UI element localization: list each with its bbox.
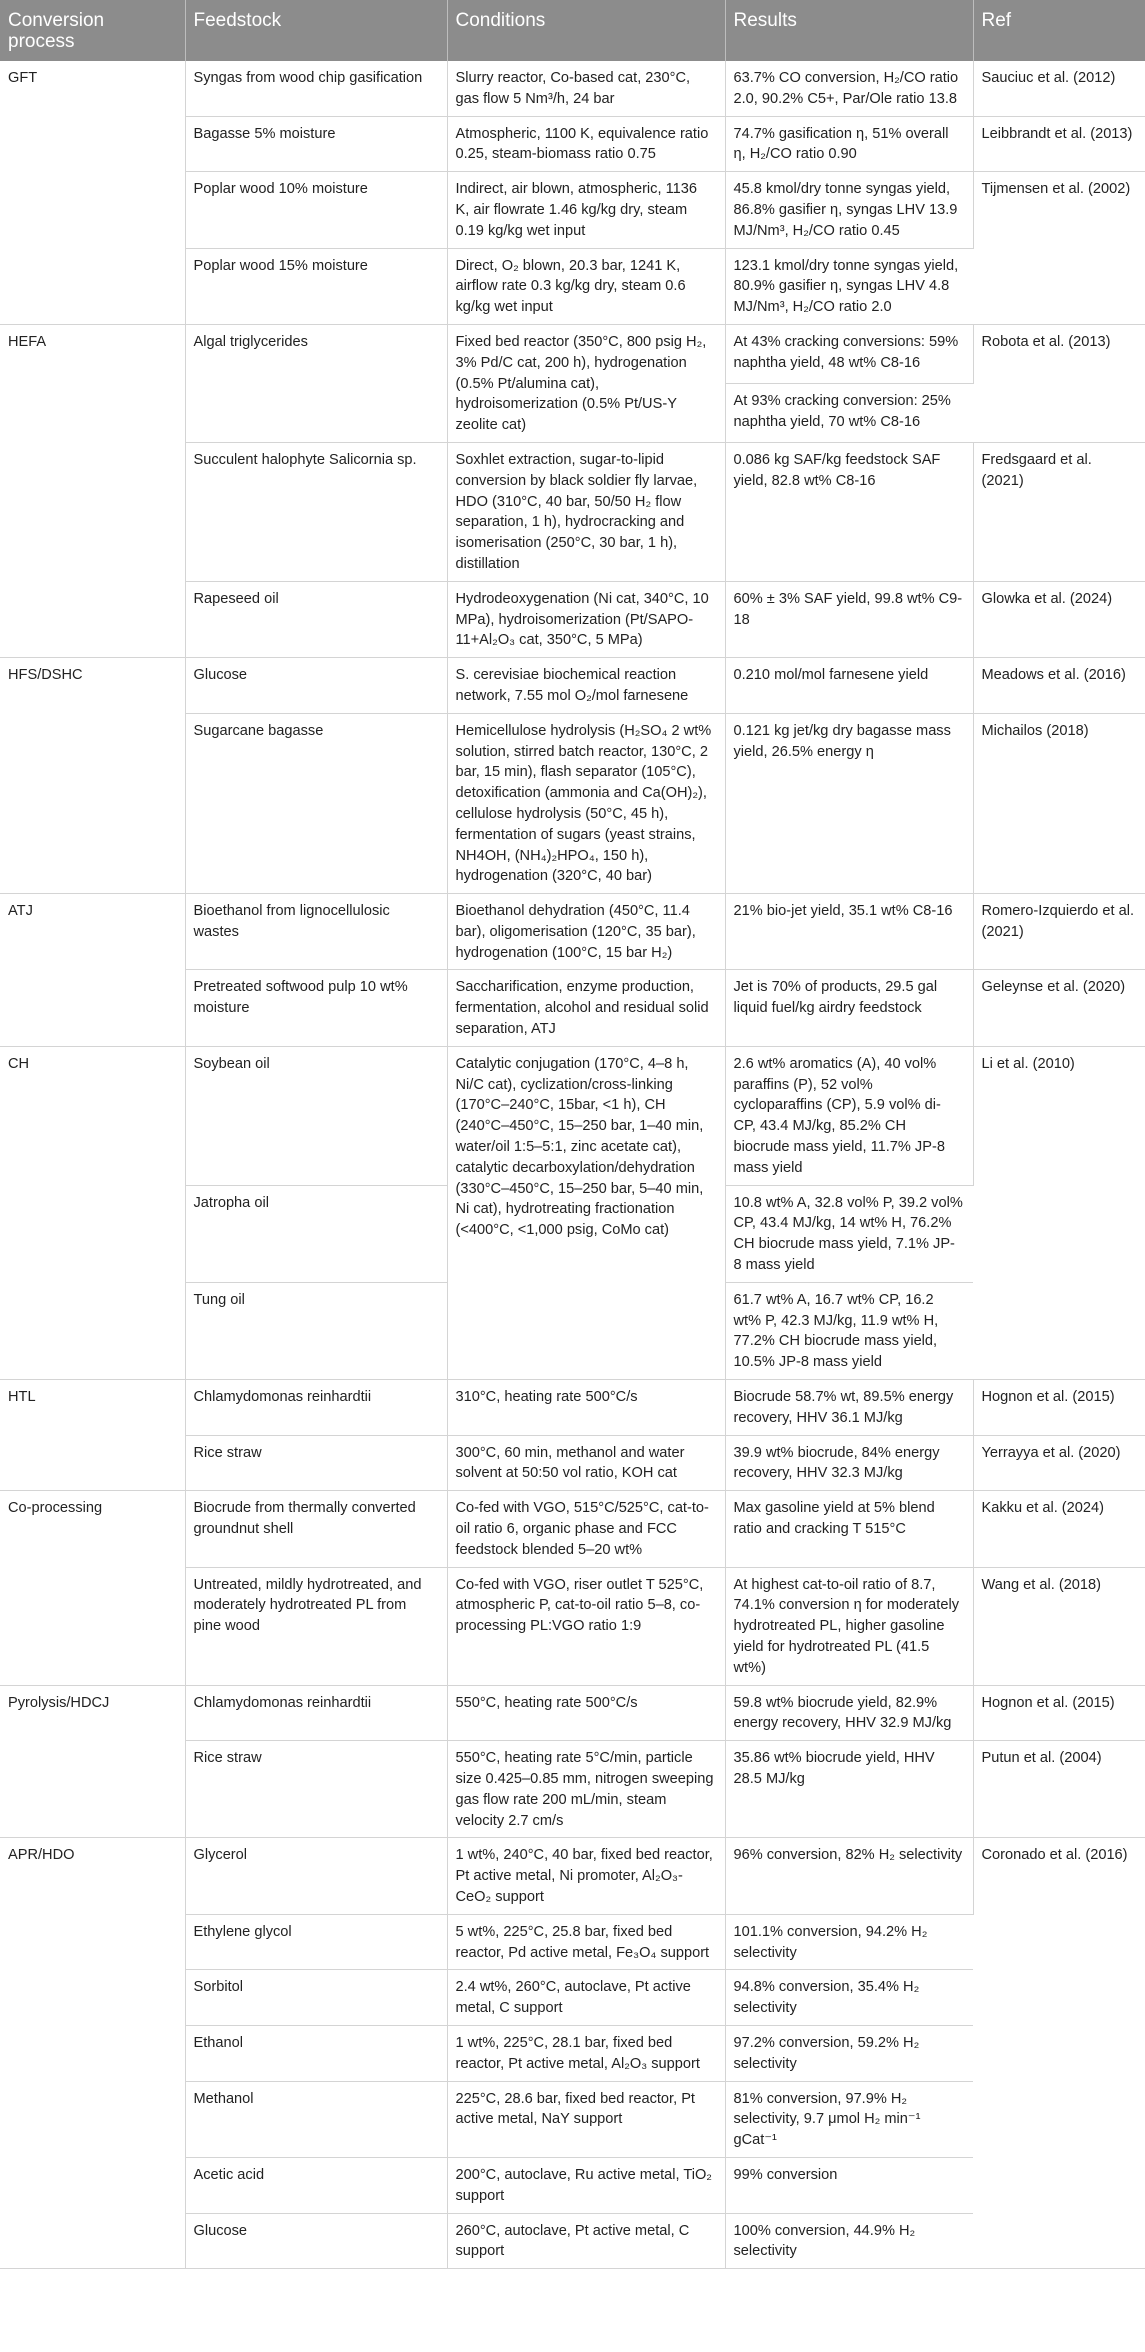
feedstock-cell: Glucose (185, 658, 447, 714)
feedstock-cell: Ethylene glycol (185, 1914, 447, 1970)
feedstock-cell: Poplar wood 10% moisture (185, 172, 447, 248)
feedstock-cell: Bagasse 5% moisture (185, 116, 447, 172)
conditions-cell: S. cerevisiae biochemical reaction network, 7.55 mol O₂/mol farnesene (447, 658, 725, 714)
feedstock-cell: Rice straw (185, 1435, 447, 1491)
table-row (0, 61, 1145, 116)
conditions-cell: 300°C, 60 min, methanol and water solvent at 50:50 vol ratio, KOH cat (447, 1435, 725, 1491)
ref-cell: Michailos (2018) (973, 713, 1145, 893)
results-cell: 100% conversion, 44.9% H₂ selectivity (725, 2213, 973, 2269)
feedstock-cell (185, 442, 447, 581)
feedstock-cell: Jatropha oil (185, 1185, 447, 1282)
ref-cell: Yerrayya et al. (2020) (973, 1435, 1145, 1491)
header-ref: Ref (973, 0, 1145, 61)
table-row (0, 1491, 1145, 1567)
results-cell: 63.7% CO conversion, H₂/CO ratio 2.0, 90.2% C5+, Par/Ole ratio 13.8 (725, 61, 973, 116)
results-cell: 81% conversion, 97.9% H₂ selectivity, 9.7 μmol H₂ min⁻¹ gCat⁻¹ (725, 2081, 973, 2157)
results-cell: 94.8% conversion, 35.4% H₂ selectivity (725, 1970, 973, 2026)
conditions-cell: 2.4 wt%, 260°C, autoclave, Pt active metal, C support (447, 1970, 725, 2026)
results-cell: At 43% cracking conversions: 59% naphtha yield, 48 wt% C8-16 (725, 324, 973, 383)
conditions-cell: Hemicellulose hydrolysis (H₂SO₄ 2 wt% solution, stirred batch reactor, 130°C, 2 bar, 15 min), flash separator (105°C), detoxification (ammonia and Ca(OH)₂), cellulose hydrolysis (50°C, 45 h), fermentation of sugars (yeast strains, NH4OH, (NH₄)₂HPO₄, 150 h), hydrogenation (320°C, 40 bar) (447, 713, 725, 893)
results-cell: Jet is 70% of products, 29.5 gal liquid fuel/kg airdry feedstock (725, 970, 973, 1046)
feedstock-cell: Algal triglycerides (185, 324, 447, 442)
header-conversion-process: Conversion process (0, 0, 185, 61)
process-cell: Co-processing (0, 1491, 185, 1685)
conditions-cell: Hydrodeoxygenation (Ni cat, 340°C, 10 MPa), hydroisomerization (Pt/SAPO-11+Al₂O₃ cat, 350°C, 5 MPa) (447, 581, 725, 657)
conditions-cell: 550°C, heating rate 500°C/s (447, 1685, 725, 1741)
results-cell: 97.2% conversion, 59.2% H₂ selectivity (725, 2025, 973, 2081)
results-cell: 35.86 wt% biocrude yield, HHV 28.5 MJ/kg (725, 1741, 973, 1838)
results-cell: 45.8 kmol/dry tonne syngas yield, 86.8% gasifier η, syngas LHV 13.9 MJ/Nm³, H₂/CO ratio 0.45 (725, 172, 973, 248)
ref-cell: Leibbrandt et al. (2013) (973, 116, 1145, 172)
header-feedstock: Feedstock (185, 0, 447, 61)
results-cell: At highest cat-to-oil ratio of 8.7, 74.1% conversion η for moderately hydrotreated PL, higher gasoline yield for hydrotreated PL (41.5 wt%) (725, 1567, 973, 1685)
feedstock-cell: Acetic acid (185, 2157, 447, 2213)
feedstock-cell: Poplar wood 15% moisture (185, 248, 447, 324)
conditions-cell: 5 wt%, 225°C, 25.8 bar, fixed bed reactor, Pd active metal, Fe₃O₄ support (447, 1914, 725, 1970)
results-cell: Biocrude 58.7% wt, 89.5% energy recovery, HHV 36.1 MJ/kg (725, 1380, 973, 1436)
conditions-cell: 225°C, 28.6 bar, fixed bed reactor, Pt active metal, NaY support (447, 2081, 725, 2157)
ref-cell: Fredsgaard et al. (2021) (973, 442, 1145, 581)
ref-cell: Tijmensen et al. (2002) (973, 172, 1145, 325)
table-row (0, 658, 1145, 714)
results-cell: 61.7 wt% A, 16.7 wt% CP, 16.2 wt% P, 42.3 MJ/kg, 11.9 wt% H, 77.2% CH biocrude mass yield, 10.5% JP-8 mass yield (725, 1282, 973, 1379)
table-row (0, 894, 1145, 970)
ref-cell: Robota et al. (2013) (973, 324, 1145, 442)
header-conditions: Conditions (447, 0, 725, 61)
feedstock-cell: Soybean oil (185, 1046, 447, 1185)
conditions-cell: Atmospheric, 1100 K, equivalence ratio 0.25, steam-biomass ratio 0.75 (447, 116, 725, 172)
feedstock-cell: Sugarcane bagasse (185, 713, 447, 893)
header-results: Results (725, 0, 973, 61)
results-cell: 60% ± 3% SAF yield, 99.8 wt% C9-18 (725, 581, 973, 657)
results-cell: 21% bio-jet yield, 35.1 wt% C8-16 (725, 894, 973, 970)
ref-cell: Romero-Izquierdo et al. (2021) (973, 894, 1145, 970)
results-cell: 101.1% conversion, 94.2% H₂ selectivity (725, 1914, 973, 1970)
conditions-cell: Direct, O₂ blown, 20.3 bar, 1241 K, airflow rate 0.3 kg/kg dry, steam 0.6 kg/kg wet input (447, 248, 725, 324)
results-cell: 59.8 wt% biocrude yield, 82.9% energy recovery, HHV 32.9 MJ/kg (725, 1685, 973, 1741)
conditions-cell: Indirect, air blown, atmospheric, 1136 K, air flowrate 1.46 kg/kg dry, steam 0.19 kg/kg wet input (447, 172, 725, 248)
ref-cell: Sauciuc et al. (2012) (973, 61, 1145, 116)
conditions-cell: Slurry reactor, Co-based cat, 230°C, gas flow 5 Nm³/h, 24 bar (447, 61, 725, 116)
conditions-cell: Co-fed with VGO, riser outlet T 525°C, atmospheric P, cat-to-oil ratio 5–8, co-processing PL:VGO ratio 1:9 (447, 1567, 725, 1685)
process-cell: HFS/DSHC (0, 658, 185, 894)
feedstock-cell: Sorbitol (185, 1970, 447, 2026)
table-header-row (0, 0, 1145, 61)
table-row (0, 1380, 1145, 1436)
conditions-cell: Catalytic conjugation (170°C, 4–8 h, Ni/C cat), cyclization/cross-linking (170°C–240°C, 15bar, <1 h), CH (240°C–450°C, 15–250 bar, 1–40 min, water/oil 1:5–5:1, zinc acetate cat), catalytic decarboxylation/dehydration (330°C–450°C, 15–250 bar, 5–40 min, Ni cat), hydrotreating fractionation (<400°C, <1,000 psig, CoMo cat) (447, 1046, 725, 1379)
process-cell: ATJ (0, 894, 185, 1047)
feedstock-cell: Pretreated softwood pulp 10 wt% moisture (185, 970, 447, 1046)
results-cell: 74.7% gasification η, 51% overall η, H₂/CO ratio 0.90 (725, 116, 973, 172)
ref-cell: Coronado et al. (2016) (973, 1838, 1145, 2269)
feedstock-cell: Syngas from wood chip gasification (185, 61, 447, 116)
feedstock-cell: Biocrude from thermally converted groundnut shell (185, 1491, 447, 1567)
conditions-cell: 260°C, autoclave, Pt active metal, C support (447, 2213, 725, 2269)
ref-cell: Li et al. (2010) (973, 1046, 1145, 1379)
ref-cell: Geleynse et al. (2020) (973, 970, 1145, 1046)
ref-cell: Glowka et al. (2024) (973, 581, 1145, 657)
ref-cell: Hognon et al. (2015) (973, 1685, 1145, 1741)
ref-cell: Putun et al. (2004) (973, 1741, 1145, 1838)
feedstock-cell: Rapeseed oil (185, 581, 447, 657)
table-row (0, 1685, 1145, 1741)
results-cell: 10.8 wt% A, 32.8 vol% P, 39.2 vol% CP, 43.4 MJ/kg, 14 wt% H, 76.2% CH biocrude mass yield, 7.1% JP-8 mass yield (725, 1185, 973, 1282)
feedstock-cell: Chlamydomonas reinhardtii (185, 1685, 447, 1741)
feedstock-cell: Glycerol (185, 1838, 447, 1914)
conditions-cell: 1 wt%, 240°C, 40 bar, fixed bed reactor, Pt active metal, Ni promoter, Al₂O₃-CeO₂ support (447, 1838, 725, 1914)
process-cell: GFT (0, 61, 185, 324)
ref-cell: Kakku et al. (2024) (973, 1491, 1145, 1567)
results-cell: 2.6 wt% aromatics (A), 40 vol% paraffins (P), 52 vol% cycloparaffins (CP), 5.9 vol% di-CP, 43.4 MJ/kg, 85.2% CH biocrude mass yield, 11.7% JP-8 mass yield (725, 1046, 973, 1185)
feedstock-cell: Chlamydomonas reinhardtii (185, 1380, 447, 1436)
feedstock-cell: Methanol (185, 2081, 447, 2157)
process-cell: APR/HDO (0, 1838, 185, 2269)
table-row (0, 1838, 1145, 1914)
process-cell: HEFA (0, 324, 185, 657)
feedstock-cell: Untreated, mildly hydrotreated, and moderately hydrotreated PL from pine wood (185, 1567, 447, 1685)
results-cell: At 93% cracking conversion: 25% naphtha yield, 70 wt% C8-16 (725, 383, 973, 442)
results-cell: 123.1 kmol/dry tonne syngas yield, 80.9% gasifier η, syngas LHV 4.8 MJ/Nm³, H₂/CO ratio 2.0 (725, 248, 973, 324)
table-row (0, 324, 1145, 383)
ref-cell: Hognon et al. (2015) (973, 1380, 1145, 1436)
results-cell: 0.121 kg jet/kg dry bagasse mass yield, 26.5% energy η (725, 713, 973, 893)
feedstock-cell: Tung oil (185, 1282, 447, 1379)
results-cell: 96% conversion, 82% H₂ selectivity (725, 1838, 973, 1914)
process-cell: Pyrolysis/HDCJ (0, 1685, 185, 1838)
results-cell: 39.9 wt% biocrude, 84% energy recovery, HHV 32.3 MJ/kg (725, 1435, 973, 1491)
results-cell: 99% conversion (725, 2157, 973, 2213)
conditions-cell: Co-fed with VGO, 515°C/525°C, cat-to-oil ratio 6, organic phase and FCC feedstock blended 5–20 wt% (447, 1491, 725, 1567)
conditions-cell: 550°C, heating rate 5°C/min, particle size 0.425–0.85 mm, nitrogen sweeping gas flow rate 200 mL/min, steam velocity 2.7 cm/s (447, 1741, 725, 1838)
conditions-cell: 1 wt%, 225°C, 28.1 bar, fixed bed reactor, Pt active metal, Al₂O₃ support (447, 2025, 725, 2081)
results-cell: Max gasoline yield at 5% blend ratio and cracking T 515°C (725, 1491, 973, 1567)
conditions-cell: 200°C, autoclave, Ru active metal, TiO₂ support (447, 2157, 725, 2213)
conditions-cell: 310°C, heating rate 500°C/s (447, 1380, 725, 1436)
conditions-cell: Soxhlet extraction, sugar-to-lipid conversion by black soldier fly larvae, HDO (310°C, 40 bar, 50/50 H₂ flow separation, 1 h), hydrocracking and isomerisation (250°C, 30 bar, 1 h), distillation (447, 442, 725, 581)
ref-cell: Wang et al. (2018) (973, 1567, 1145, 1685)
feedstock-cell: Rice straw (185, 1741, 447, 1838)
feedstock-cell: Bioethanol from lignocellulosic wastes (185, 894, 447, 970)
feedstock-cell: Glucose (185, 2213, 447, 2269)
conditions-cell: Bioethanol dehydration (450°C, 11.4 bar), oligomerisation (120°C, 35 bar), hydrogenation (100°C, 15 bar H₂) (447, 894, 725, 970)
table-row (0, 1046, 1145, 1185)
process-cell: HTL (0, 1380, 185, 1491)
conditions-cell: Saccharification, enzyme production, fermentation, alcohol and residual solid separation, ATJ (447, 970, 725, 1046)
results-cell: 0.210 mol/mol farnesene yield (725, 658, 973, 714)
feedstock-cell: Ethanol (185, 2025, 447, 2081)
feedstock-text: Succulent halophyte Salicornia sp. (193, 451, 417, 468)
conditions-cell: Fixed bed reactor (350°C, 800 psig H₂, 3% Pd/C cat, 200 h), hydrogenation (0.5% Pt/alumina cat), hydroisomerization (0.5% Pt/US-Y zeolite cat) (447, 324, 725, 442)
results-cell: 0.086 kg SAF/kg feedstock SAF yield, 82.8 wt% C8-16 (725, 442, 973, 581)
process-cell: CH (0, 1046, 185, 1379)
ref-cell: Meadows et al. (2016) (973, 658, 1145, 714)
